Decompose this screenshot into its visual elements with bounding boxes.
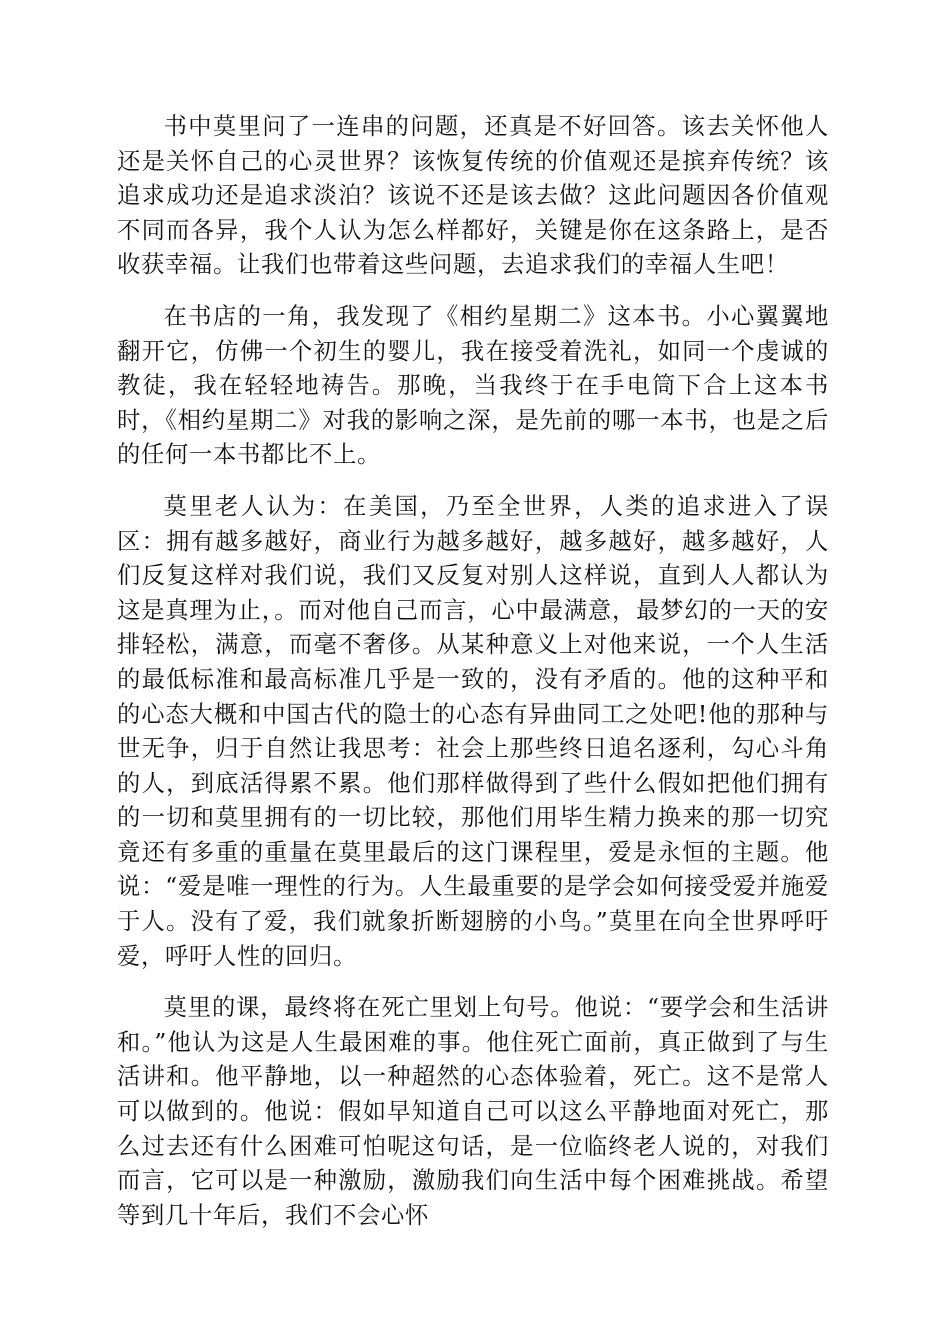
paragraph: 书中莫里问了一连串的问题，还真是不好回答。该去关怀他人还是关怀自己的心灵世界？该恢复传统的价值观还是摈弃传统？该追求成功还是追求淡泊？该说不还是该去做？这此问题因各价值观不同而各异，我个人认为怎么样都好，关键是你在这条路上，是否收获幸福。让我们也带着这些问题，去追求我们的幸福人生吧！ bbox=[117, 113, 829, 279]
paragraph: 莫里老人认为：在美国，乃至全世界，人类的追求进入了误区：拥有越多越好，商业行为越多越好，越多越好，越多越好，人们反复这样对我们说，我们又反复对别人这样说，直到人人都认为这是真理为止，。而对他自己而言，心中最满意，最梦幻的一天的安排轻松，满意，而毫不奢侈。从某种意义上对他来说，一个人生活的最低标准和最高标准几乎是一致的，没有矛盾的。他的这种平和的心态大概和中国古代的隐士的心态有异曲同工之处吧!他的那种与世无争，归于自然让我思考：社会上那些终日追名逐利，勾心斗角的人，到底活得累不累。他们那样做得到了些什么假如把他们拥有的一切和莫里拥有的一切比较，那他们用毕生精力换来的那一切究竟还有多重的重量在莫里最后的这门课程里，爱是永恒的主题。他说：“爱是唯一理性的行为。人生最重要的是学会如何接受爱并施爱于人。没有了爱，我们就象折断翅膀的小鸟。”莫里在向全世界呼吁爱，呼吁人性的回归。 bbox=[117, 492, 829, 970]
paragraph: 莫里的课，最终将在死亡里划上句号。他说：“要学会和生活讲和。”他认为这是人生最困难的事。他住死亡面前，真正做到了与生活讲和。他平静地，以一种超然的心态体验着，死亡。这不是常人可以做到的。他说：假如早知道自己可以这么平静地面对死亡，那么过去还有什么困难可怕呢这句话，是一位临终老人说的，对我们而言，它可以是一种激励，激励我们向生活中每个困难挑战。希望等到几十年后，我们不会心怀 bbox=[117, 994, 829, 1229]
document-body bbox=[117, 110, 829, 1250]
paragraph: 在书店的一角，我发现了《相约星期二》这本书。小心翼翼地翻开它，仿佛一个初生的婴儿，我在接受着洗礼，如同一个虔诚的教徒，我在轻轻地祷告。那晚，当我终于在手电筒下合上这本书时，《相约星期二》对我的影响之深，是先前的哪一本书，也是之后的任何一本书都比不上。 bbox=[117, 302, 829, 469]
